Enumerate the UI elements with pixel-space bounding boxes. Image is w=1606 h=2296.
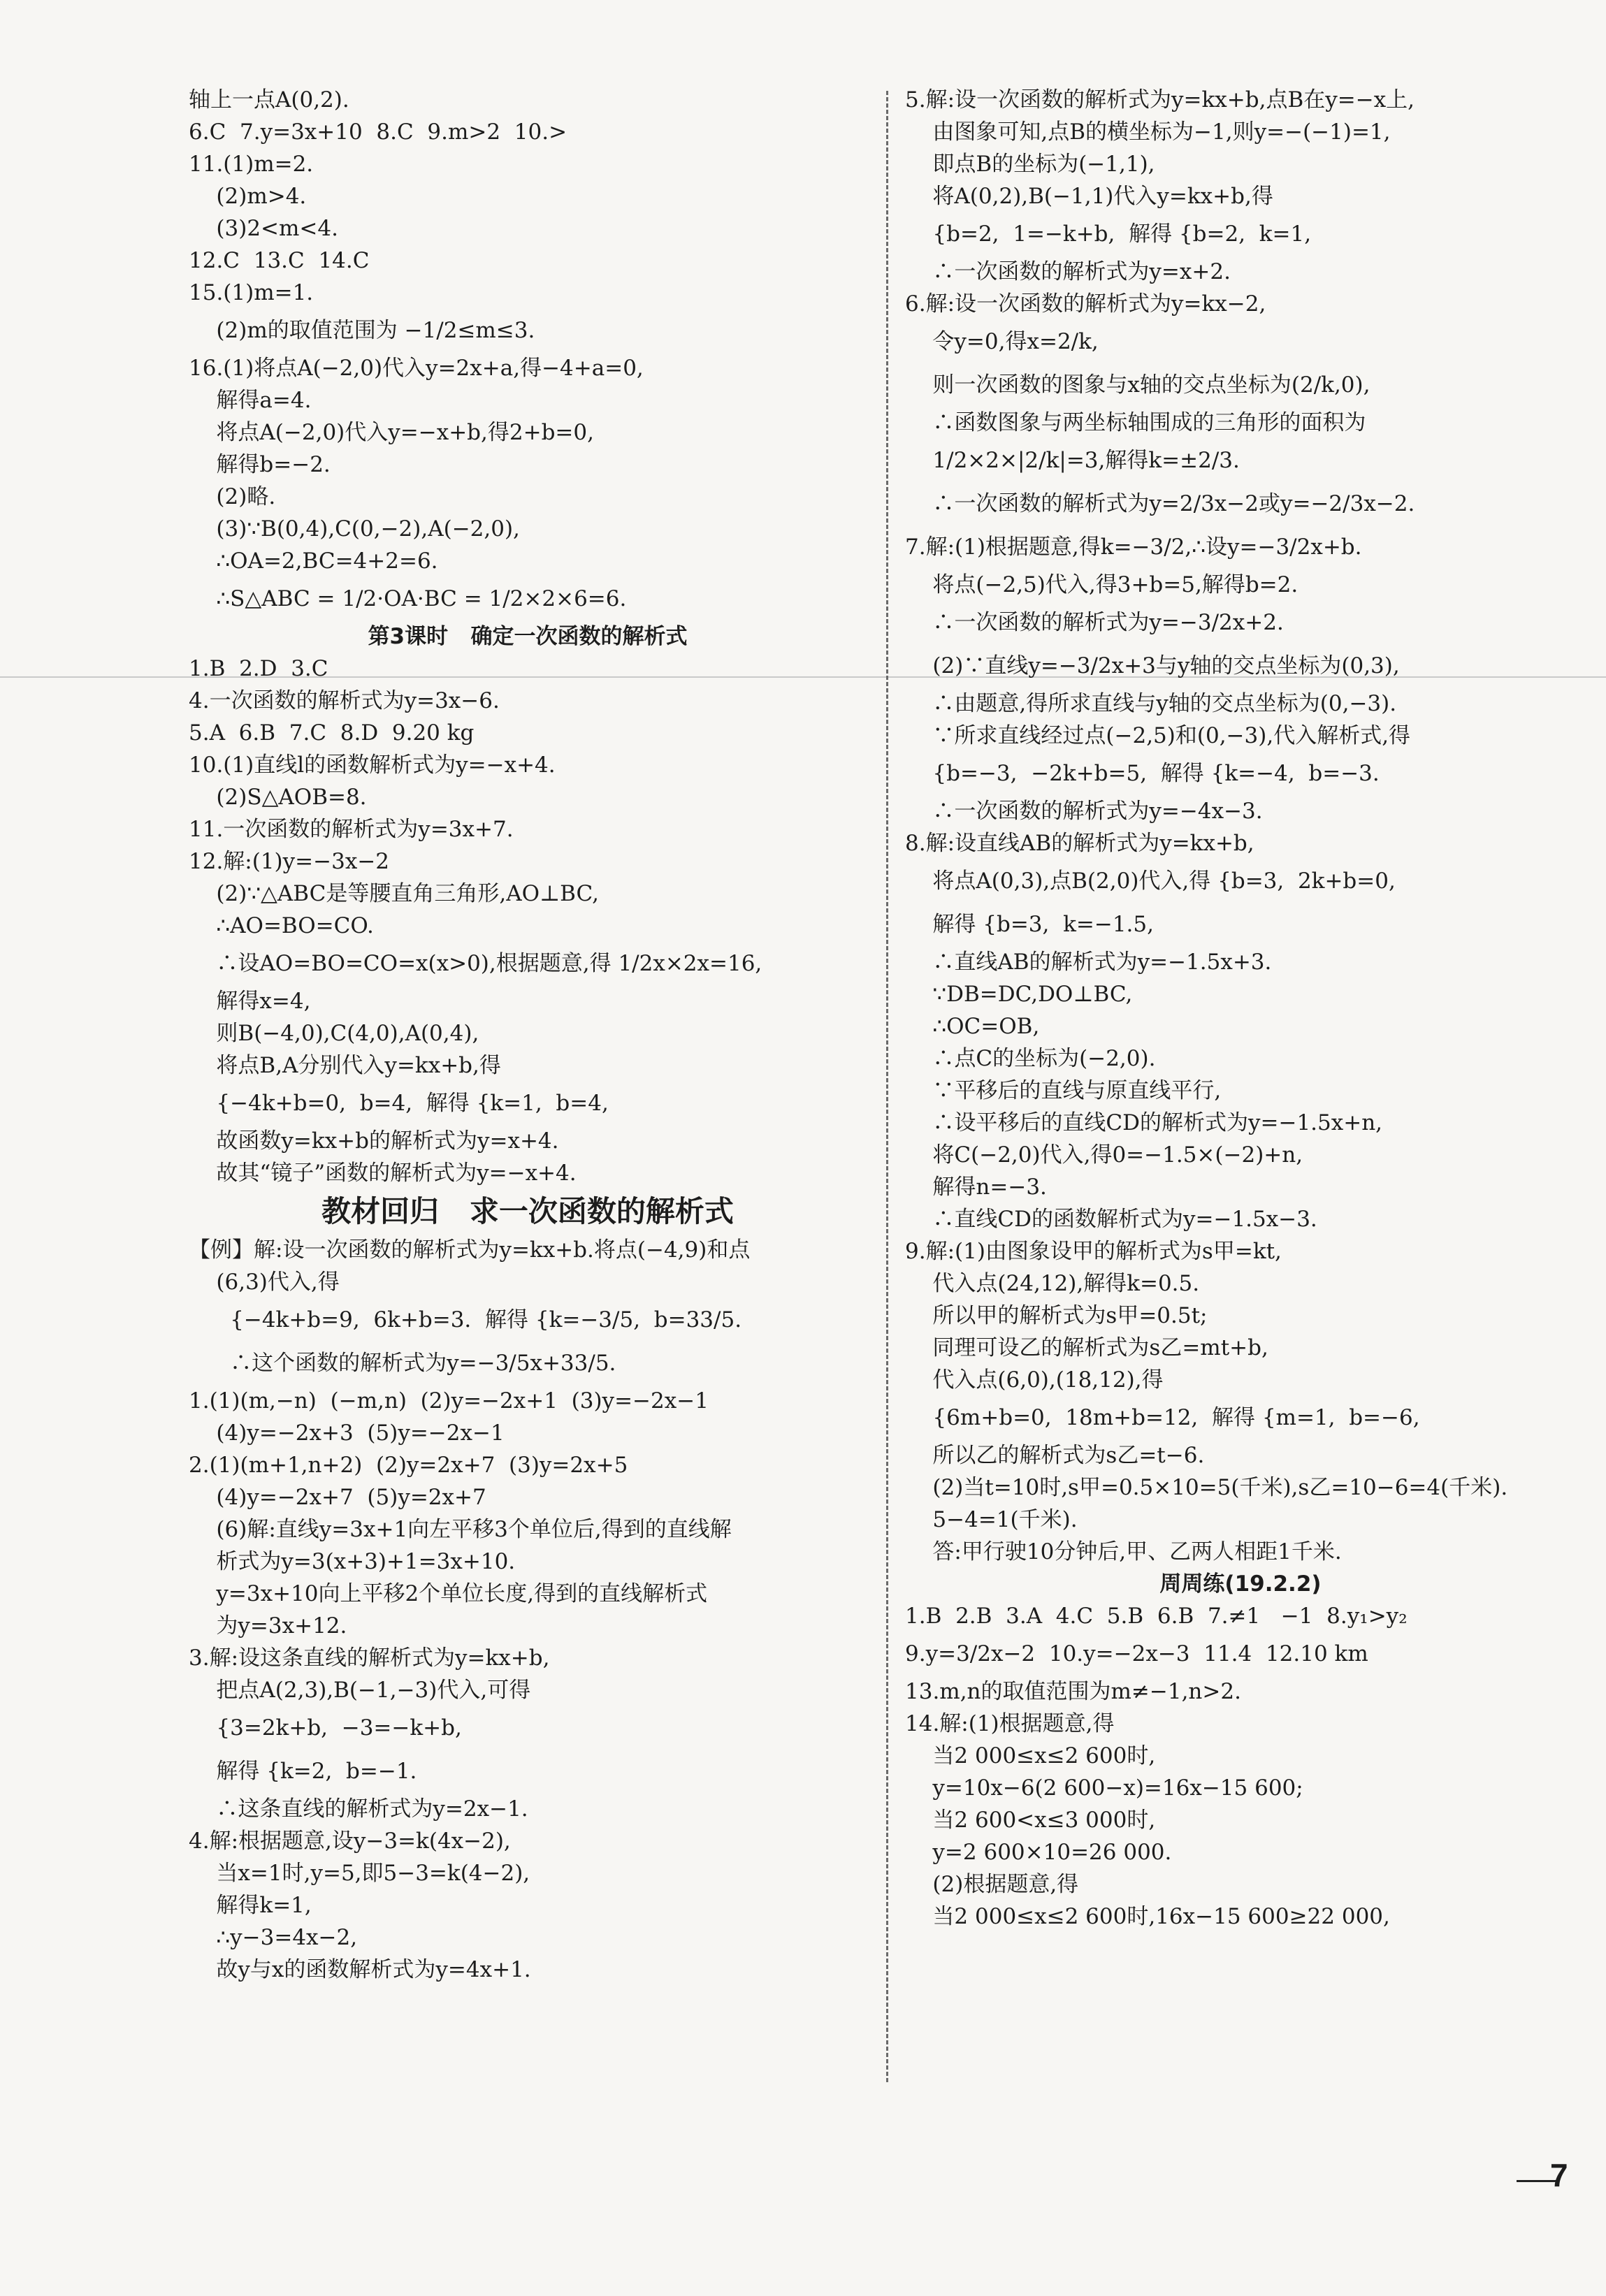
answer-line: 即点B的坐标为(−1,1), — [905, 152, 1155, 177]
answer-line: 令y=0,得x=2/k, — [905, 329, 1099, 354]
answer-line: 当2 000≤x≤2 600时, — [905, 1743, 1156, 1768]
answer-line: 将A(0,2),B(−1,1)代入y=kx+b,得 — [905, 184, 1273, 209]
answer-line: {−4k+b=0, b=4, 解得 {k=1, b=4, — [189, 1091, 609, 1116]
section-heading: 第3课时 确定一次函数的解析式 — [368, 624, 688, 649]
answer-line: 为y=3x+12. — [189, 1613, 347, 1639]
answer-line: ∴点C的坐标为(−2,0). — [905, 1046, 1156, 1071]
answer-line: 12.解:(1)y=−3x−2 — [189, 849, 390, 874]
answer-line: {6m+b=0, 18m+b=12, 解得 {m=1, b=−6, — [905, 1405, 1420, 1430]
answer-line: 则B(−4,0),C(4,0),A(0,4), — [189, 1021, 479, 1046]
answer-line: ∴这个函数的解析式为y=−3/5x+33/5. — [189, 1351, 616, 1376]
answer-line: ∵平移后的直线与原直线平行, — [905, 1078, 1222, 1103]
section-heading: 周周练(19.2.2) — [1159, 1571, 1322, 1597]
answer-line: 1.B 2.D 3.C — [189, 656, 328, 681]
answer-line: (6,3)代入,得 — [189, 1270, 340, 1295]
answer-line: (2)根据题意,得 — [905, 1872, 1079, 1897]
answer-line: ∴直线AB的解析式为y=−1.5x+3. — [905, 950, 1272, 975]
answer-line: (3)∵B(0,4),C(0,−2),A(−2,0), — [189, 516, 520, 542]
answer-line: y=10x−6(2 600−x)=16x−15 600; — [905, 1775, 1303, 1801]
answer-line: 2.(1)(m+1,n+2) (2)y=2x+7 (3)y=2x+5 — [189, 1453, 628, 1478]
answer-line: 将点(−2,5)代入,得3+b=5,解得b=2. — [905, 572, 1298, 597]
answer-line: 解得 {k=2, b=−1. — [189, 1759, 417, 1784]
answer-line: (2)S△AOB=8. — [189, 785, 367, 810]
answer-line: 解得k=1, — [189, 1893, 312, 1918]
answer-line: 6.C 7.y=3x+10 8.C 9.m>2 10.> — [189, 119, 567, 145]
answer-line: 当x=1时,y=5,即5−3=k(4−2), — [189, 1861, 530, 1886]
answer-line: 7.解:(1)根据题意,得k=−3/2,∴设y=−3/2x+b. — [905, 535, 1362, 560]
answer-line: (2)当t=10时,s甲=0.5×10=5(千米),s乙=10−6=4(千米). — [905, 1475, 1508, 1500]
section-heading: 教材回归 求一次函数的解析式 — [321, 1194, 734, 1228]
answer-line: ∴一次函数的解析式为y=−3/2x+2. — [905, 610, 1284, 635]
answer-line: 16.(1)将点A(−2,0)代入y=2x+a,得−4+a=0, — [189, 356, 644, 381]
answer-line: 13.m,n的取值范围为m≠−1,n>2. — [905, 1679, 1241, 1704]
answer-line: 所以乙的解析式为s乙=t−6. — [905, 1443, 1205, 1468]
answer-line: ∴由题意,得所求直线与y轴的交点坐标为(0,−3). — [905, 691, 1397, 716]
answer-line: (4)y=−2x+3 (5)y=−2x−1 — [189, 1421, 505, 1446]
answer-line: (2)略. — [189, 484, 276, 509]
answer-line: ∴设AO=BO=CO=x(x>0),根据题意,得 1/2x×2x=16, — [189, 951, 762, 976]
answer-line: 5−4=1(千米). — [905, 1507, 1078, 1532]
answer-line: 4.解:根据题意,设y−3=k(4x−2), — [189, 1829, 511, 1854]
answer-line: 代入点(24,12),解得k=0.5. — [905, 1271, 1200, 1296]
answer-line: 所以甲的解析式为s甲=0.5t; — [905, 1303, 1208, 1328]
answer-line: {3=2k+b, −3=−k+b, — [189, 1715, 462, 1741]
answer-line: ∴直线CD的函数解析式为y=−1.5x−3. — [905, 1207, 1317, 1232]
answer-line: 11.一次函数的解析式为y=3x+7. — [189, 817, 514, 842]
answer-line: 5.A 6.B 7.C 8.D 9.20 kg — [189, 720, 475, 746]
answer-line: ∴y−3=4x−2, — [189, 1925, 358, 1950]
answer-line: 将点B,A分别代入y=kx+b,得 — [189, 1053, 501, 1078]
answer-line: (2)∵△ABC是等腰直角三角形,AO⊥BC, — [189, 881, 599, 906]
answer-line: {−4k+b=9, 6k+b=3. 解得 {k=−3/5, b=33/5. — [189, 1307, 742, 1332]
answer-line: 1/2×2×|2/k|=3,解得k=±2/3. — [905, 448, 1240, 473]
answer-line: 解得a=4. — [189, 388, 312, 413]
answer-line: 11.(1)m=2. — [189, 152, 314, 177]
answer-line: y=3x+10向上平移2个单位长度,得到的直线解析式 — [189, 1581, 708, 1606]
answer-line: ∴一次函数的解析式为y=2/3x−2或y=−2/3x−2. — [905, 491, 1415, 516]
answer-line: 3.解:设这条直线的解析式为y=kx+b, — [189, 1645, 550, 1671]
answer-line: (6)解:直线y=3x+1向左平移3个单位后,得到的直线解 — [189, 1517, 732, 1542]
page-number: 7 — [1550, 2157, 1568, 2193]
answer-line: 析式为y=3(x+3)+1=3x+10. — [189, 1549, 516, 1574]
answer-line: ∴这条直线的解析式为y=2x−1. — [189, 1796, 528, 1822]
answer-line: 5.解:设一次函数的解析式为y=kx+b,点B在y=−x上, — [905, 87, 1415, 112]
answer-line: 解得 {b=3, k=−1.5, — [905, 912, 1154, 937]
answer-line: ∴一次函数的解析式为y=−4x−3. — [905, 799, 1263, 824]
left-column — [189, 84, 867, 1986]
answer-line: 当2 600<x≤3 000时, — [905, 1808, 1156, 1833]
answer-line: 4.一次函数的解析式为y=3x−6. — [189, 688, 500, 713]
answer-line: ∵所求直线经过点(−2,5)和(0,−3),代入解析式,得 — [905, 723, 1411, 748]
answer-line: 解得n=−3. — [905, 1175, 1047, 1200]
answer-line: 1.B 2.B 3.A 4.C 5.B 6.B 7.≠1 −1 8.y₁>y₂ — [905, 1604, 1408, 1629]
answer-line: 【例】解:设一次函数的解析式为y=kx+b.将点(−4,9)和点 — [189, 1237, 751, 1263]
answer-line: ∴AO=BO=CO. — [189, 913, 374, 938]
answer-line: 把点A(2,3),B(−1,−3)代入,可得 — [189, 1678, 531, 1703]
answer-line: 14.解:(1)根据题意,得 — [905, 1711, 1115, 1736]
answer-line: 解得x=4, — [189, 989, 311, 1014]
answer-line: 当2 000≤x≤2 600时,16x−15 600≥22 000, — [905, 1904, 1390, 1929]
answer-line: 将C(−2,0)代入,得0=−1.5×(−2)+n, — [905, 1142, 1303, 1168]
answer-line: 则一次函数的图象与x轴的交点坐标为(2/k,0), — [905, 372, 1370, 398]
answer-line: y=2 600×10=26 000. — [905, 1840, 1172, 1865]
answer-line: 12.C 13.C 14.C — [189, 248, 370, 273]
answer-line: 将点A(−2,0)代入y=−x+b,得2+b=0, — [189, 420, 594, 445]
column-divider — [886, 91, 888, 2082]
answer-line: (2)m>4. — [189, 184, 307, 209]
answer-line: 8.解:设直线AB的解析式为y=kx+b, — [905, 831, 1254, 856]
answer-line: 由图象可知,点B的横坐标为−1,则y=−(−1)=1, — [905, 119, 1391, 145]
answer-line: 15.(1)m=1. — [189, 280, 314, 305]
answer-line: 故y与x的函数解析式为y=4x+1. — [189, 1957, 531, 1982]
answer-line: 9.解:(1)由图象设甲的解析式为s甲=kt, — [905, 1239, 1282, 1264]
answer-line: (2)m的取值范围为 −1/2≤m≤3. — [189, 318, 535, 343]
answer-line: 9.y=3/2x−2 10.y=−2x−3 11.4 12.10 km — [905, 1641, 1368, 1666]
answer-line: 解得b=−2. — [189, 452, 331, 477]
answer-line: 10.(1)直线l的函数解析式为y=−x+4. — [189, 753, 556, 778]
answer-line: ∴OC=OB, — [905, 1014, 1040, 1039]
answer-line: ∵DB=DC,DO⊥BC, — [905, 982, 1133, 1007]
answer-line: 6.解:设一次函数的解析式为y=kx−2, — [905, 291, 1266, 317]
answer-line: 将点A(0,3),点B(2,0)代入,得 {b=3, 2k+b=0, — [905, 869, 1396, 894]
answer-line: (4)y=−2x+7 (5)y=2x+7 — [189, 1485, 486, 1510]
answer-line: ∴OA=2,BC=4+2=6. — [189, 548, 438, 574]
answer-line: 故函数y=kx+b的解析式为y=x+4. — [189, 1128, 559, 1154]
answer-line: {b=−3, −2k+b=5, 解得 {k=−4, b=−3. — [905, 761, 1380, 786]
answer-line: ∴S△ABC = 1/2·OA·BC = 1/2×2×6=6. — [189, 586, 627, 611]
answer-line: (2)∵直线y=−3/2x+3与y轴的交点坐标为(0,3), — [905, 653, 1400, 678]
answer-line: 1.(1)(m,−n) (−m,n) (2)y=−2x+1 (3)y=−2x−1 — [189, 1388, 709, 1414]
answer-line: 同理可设乙的解析式为s乙=mt+b, — [905, 1335, 1268, 1360]
right-column — [905, 84, 1576, 1933]
answer-line: ∴函数图象与两坐标轴围成的三角形的面积为 — [905, 410, 1366, 435]
answer-line: 轴上一点A(0,2). — [189, 87, 349, 112]
answer-line: ∴设平移后的直线CD的解析式为y=−1.5x+n, — [905, 1110, 1383, 1135]
answer-line: 答:甲行驶10分钟后,甲、乙两人相距1千米. — [905, 1539, 1342, 1564]
answer-line: 故其“镜子”函数的解析式为y=−x+4. — [189, 1161, 577, 1186]
answer-line: ∴一次函数的解析式为y=x+2. — [905, 259, 1231, 284]
answer-line: 代入点(6,0),(18,12),得 — [905, 1367, 1164, 1393]
answer-line: (3)2<m<4. — [189, 216, 338, 241]
answer-line: {b=2, 1=−k+b, 解得 {b=2, k=1, — [905, 221, 1312, 247]
